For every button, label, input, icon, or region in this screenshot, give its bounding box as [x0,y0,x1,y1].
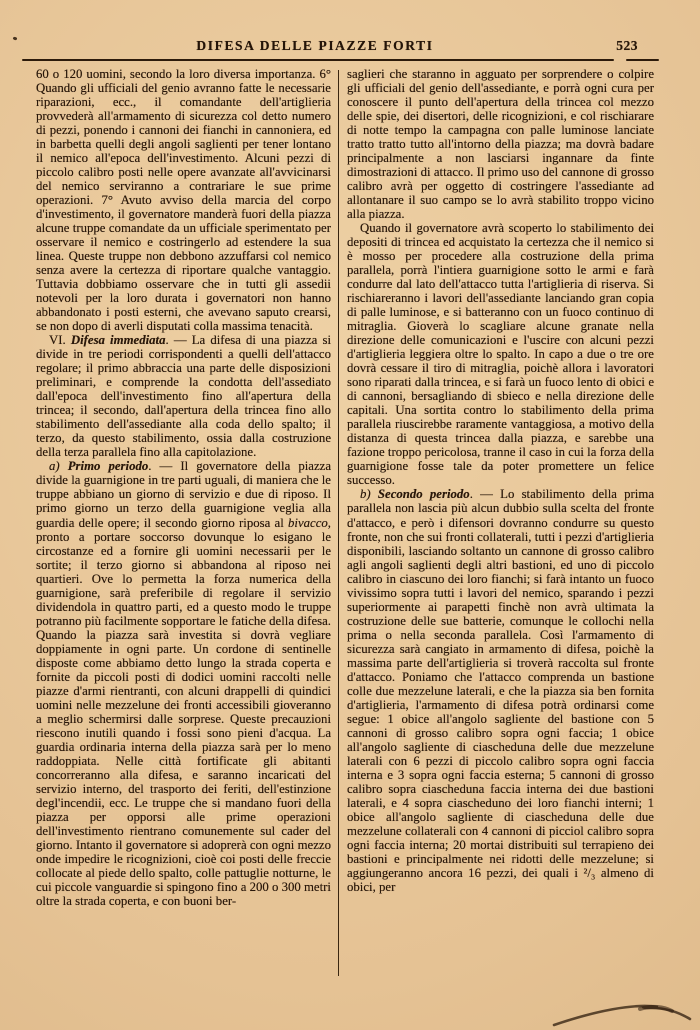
text-column-left [36,67,331,979]
page-header [0,38,700,56]
running-title: DIFESA DELLE PIAZZE FORTI [196,38,434,53]
page-number: 523 [616,38,638,53]
column-divider [338,70,339,976]
paragraph: b) Secondo periodo. — Lo stabilimento della prima parallela non lascia più alcun dubbio sulla scelta del fronte d'attacco, e però i difensori dovranno condurre su questo fronte, non che sui fronti collaterali, tutti i pezzi d'artiglieria disponibili, lasciando soltanto un cannone di grosso calibro agli angoli saglienti degli altri bastioni, ed uno di piccolo calibro in ciascuno dei loro fianchi; si farà intanto un fuoco vivissimo sopra tutti i lavori del nemico, sparando i pezzi superiormente ai parapetti finchè non avrà ultimata la costruzione delle sue batterie, comunque le collochi nella prima o nella seconda parallela. Così l'armamento di sicurezza sarà cangiato in armamento di difesa, poichè la massima parte dell'artiglieria si troverà raccolta sul fronte d'attacco. Poniamo che l'attacco comprenda un bastione colle due mezzelune laterali, e che la piazza sia ben fornita d'artiglieria, l'armamento di difesa potrà ordinarsi come segue: 1 obice all'angolo sagliente del bastione con 5 cannoni di grosso calibro sopra ogni faccia; 1 obice all'angolo sagliente di ciascheduna delle due mezzelune laterali con 6 pezzi di piccolo calibro sopra ogni faccia interna e 3 sopra ogni faccia esterna; 5 cannoni di grosso calibro sopra ciascheduna faccia interna dei due bastioni laterali, e 4 sopra ciascheduno dei loro fianchi interni; 1 obice all'angolo sagliente di ciascheduna delle due mezzelune collaterali con 4 cannoni di picciol calibro sopra ogni faccia interna; 20 mortai distribuiti sul terrapieno dei bastioni e principalmente nei ridotti delle mezzelune; si aggiungeranno ancora 16 pezzi, dei quali i ²/₃ almeno di obici, per [347,487,654,894]
paragraph: 60 o 120 uomini, secondo la loro diversa importanza. 6° Quando gli ufficiali del genio avranno fatte le necessarie riparazioni, ecc., il comandante dell'artiglieria provvederà all'armamento di sicurezza col detto numero di pezzi, ponendo i cannoni dei fianchi in cannoniera, ed in barbetta quelli degli angoli saglienti per tener lontano il nemico all'epoca dell'investimento. Alcuni pezzi di piccolo calibro posti nelle opere avanzate all'avvicinarsi del nemico serviranno a contrariare le sue prime operazioni. 7° Avuto avviso della marcia del corpo d'investimento, il governatore manderà fuori della piazza alcune truppe comandate da un ufficiale sperimentato per osservare il nemico e costringerlo ad estendere la sua linea. Queste truppe non debbono azzuffarsi col nemico senza avere la certezza di riportare qualche vantaggio. Tuttavia dobbiamo osservare che in tutti gli assedii notevoli per la loro durata i governatori non hanno abbandonato i posti esterni, che avevano saputo crearsi, se non dopo di averli disputati colla massima tenacità. [36,67,331,334]
scan-artifact-flourish [540,995,700,1030]
header-rule-segment [626,59,659,61]
paragraph: Quando il governatore avrà scoperto lo stabilimento dei depositi di trincea ed acquistato la certezza che il nemico si è mosso per procedere alla costruzione della prima parallela, porrà l'intiera guarnigione sotto le armi e farà condurre dal lato dell'attacco tutta l'artiglieria di riserva. Si rischiareranno i lavori dell'assediante lanciando gran copia di palle luminose, e si batteranno con un fuoco continuo di mitraglia. Gioverà lo scagliare alcune granate nella direzione delle comunicazioni e l'uscire con alcuni pezzi d'artiglieria leggiera oltre lo spalto. In capo a due o tre ore dovrà cessare il tiro di mitraglia, poichè allora i lavoratori sono riparati dalla trincea, e si farà un fuoco lento di obici e di cannoni, bersagliando di sbieco e nella direzione delle capitali. Una sortita contro lo stabilimento della prima parallela riuscirebbe raramente vantaggiosa, a motivo della distanza di questa trincea dalla piazza, e sarebbe una fazione troppo pericolosa, tranne il caso in cui la forza della guarnigione fosse tale da poter promettere un felice successo. [347,221,654,488]
paragraph: VI. Difesa immediata. — La difesa di una piazza si divide in tre periodi corrispondenti a quelli dell'attacco regolare; il primo abbraccia una parte delle disposizioni preliminari, e comprende la condotta dell'assediato dall'epoca dell'investimento fino all'apertura della trincea; il secondo, dall'apertura della trincea fino allo stabilimento dell'assediante alla coda dello spalto; il terzo, da questo stabilimento, ossia dalla costruzione della terza parallela fino alla capitolazione. [36,333,331,460]
text-column-right [347,67,654,979]
header-rule [22,59,614,61]
paragraph: a) Primo periodo. — Il governatore della piazza divide la guarnigione in tre parti uguali, di maniera che le truppe abbiano un giorno di servizio e due di riposo. Il primo giorno un terzo della guarnigione veglia alla guardia delle opere; il secondo giorno riposa al bivacco, pronto a portare soccorso dovunque lo esigano le circostanze ed a fornire gli uomini necessarii per le sortite; il terzo giorno si abbandona al riposo nei quartieri. Ove lo permetta la forza numerica della guarnigione, sarà preferibile di regolare il servizio dividendola in quattro parti, ed a questo modo le truppe potranno più facilmente sopportare le fatiche della difesa. Quando la piazza sarà investita si dovrà vegliare doppiamente in ogni parte. Un cordone di sentinelle disposte come abbiamo detto lungo la strada coperta e fornite da piccoli posti di dodici uomini raccolti nelle piazze d'armi rientranti, con alcuni drappelli di quindici uomini nelle mezzelune dei fronti accessibili gioveranno a meglio schermirsi dalle sorprese. Queste precauzioni riescono inutili quando i fossi sono pieni d'acqua. La guardia ordinaria interna della piazza sarà per lo meno raddoppiata. Nelle città fortificate gli abitanti concorreranno alla difesa, e saranno incaricati del servizio interno, del trasporto dei feriti, dell'estinzione degl'incendii, ecc. Le truppe che si mandano fuori della piazza per opporsi alle prime operazioni dell'investimento rientrano comunemente sul cader del giorno. Intanto il governatore si adoprerà con ogni mezzo onde impedire le ricognizioni, cioè coi posti delle freccie collocate al piede dello spalto, colle pattuglie notturne, le cui piccole vanguardie si spingono fino a 200 o 300 metri oltre la strada coperta, e con buoni ber- [36,459,331,908]
paragraph: saglieri che staranno in agguato per sorprendere o colpire gli ufficiali del genio dell'assediante, e porrà ogni cura per conoscere il punto dell'apertura della trincea col mezzo delle spie, dei disertori, delle ricognizioni, e col rischiarare di notte tempo la campagna con palle luminose lanciate tratto tratto tutto all'intorno della piazza; ma dovrà badare principalmente a non lasciarsi ingannare da finte dimostrazioni di attacco. Il primo uso del cannone di grosso calibro avrà per oggetto di costringere l'assediante ad allontanare il suo campo se lo avrà stabilito troppo vicino alla piazza. [347,67,654,222]
